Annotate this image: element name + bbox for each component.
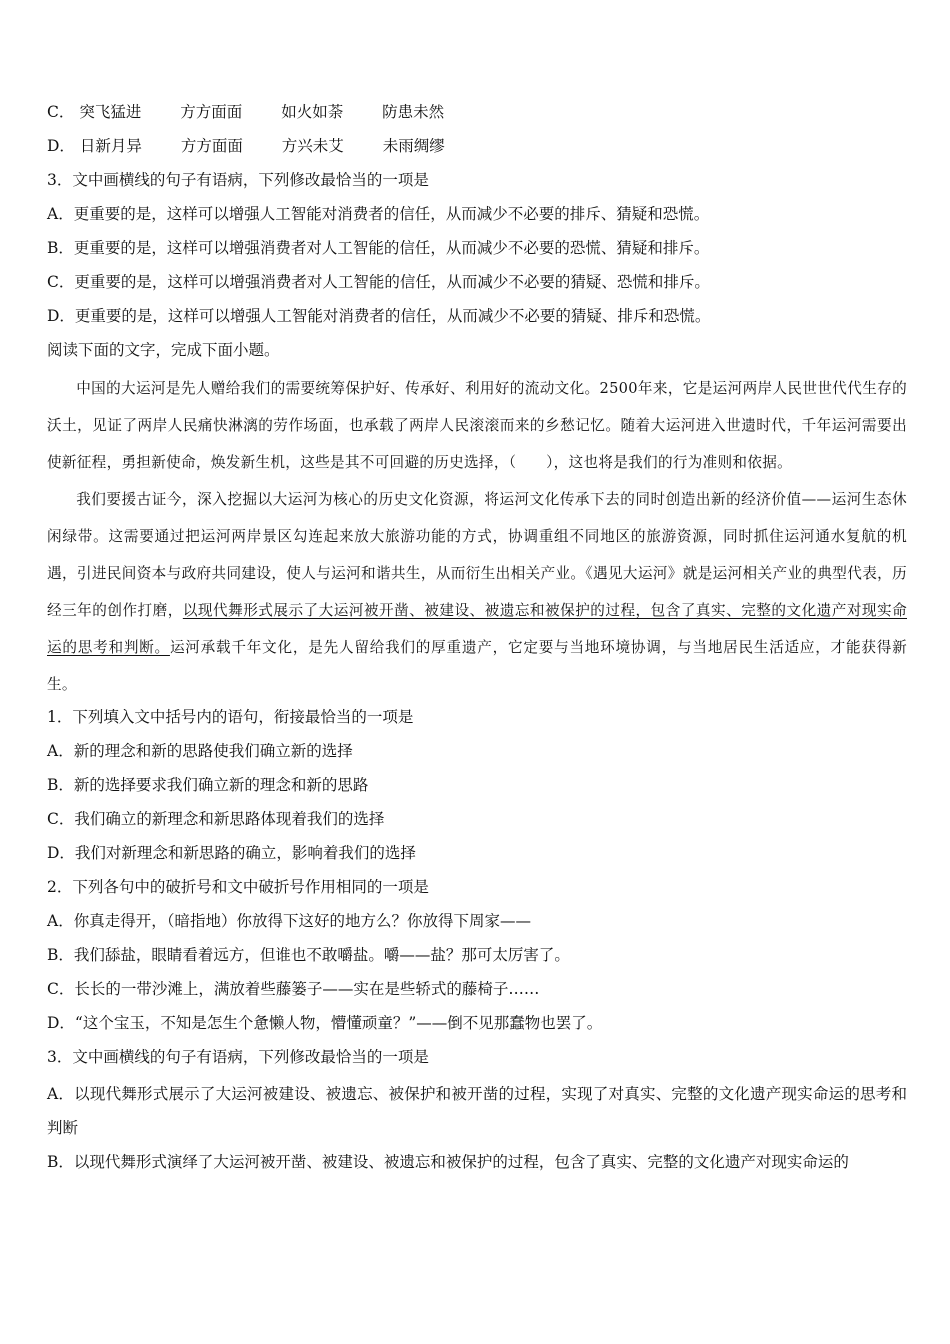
prev-q2-option-c (47, 98, 907, 132)
prev-q2-option-d (47, 132, 907, 166)
prev-q3-option-a: A．更重要的是，这样可以增强人工智能对消费者的信任，从而减少不必要的排斥、猜疑和恐慌。 (47, 205, 710, 223)
q2-stem: 2．下列各句中的破折号和文中破折号作用相同的一项是 (47, 878, 429, 896)
prev-q3-option-d: D．更重要的是，这样可以增强人工智能对消费者的信任，从而减少不必要的猜疑、排斥和恐慌。 (47, 307, 711, 325)
q1-option-a: A．新的理念和新的思路使我们确立新的选择 (47, 742, 353, 760)
q1-option-b: B．新的选择要求我们确立新的理念和新的思路 (47, 776, 369, 794)
passage-paragraph-1: 中国的大运河是先人赠给我们的需要统筹保护好、传承好、利用好的流动文化。2500年来，它是运河两岸人民世世代代生存的沃土，见证了两岸人民痛快淋漓的劳作场面，也承载了两岸人民滚滚而来的乡愁记忆。随着大运河进入世遗时代，千年运河需要出使新征程，勇担新使命，焕发新生机，这些是其不可回避的历史选择，（ ），这也将是我们的行为准则和依据。 (47, 380, 907, 471)
passage-text: 我们要援古证今，深入挖掘以大运河为核心的历史文化资源，将运河文化传承下去的同时创造出新的经济价值——运河生态休闲绿带。这需要通过把运河两岸景区勾连起来放大旅游功能的方式，协调重组不同地区的旅游资源，同时抓住运河通水复航的机遇，引进民间资本与政府共同建设，使人与运河和谐共生，从而衍生出相关产业。《遇见大运河》就是运河相关产业的典型代表，历经三年的创作打磨， (47, 491, 907, 619)
option-label: C． (47, 103, 75, 121)
option-word: 防患未然 (382, 103, 445, 121)
q2-option-a: A．你真走得开，（暗指地）你放得下这好的地方么？你放得下周家—— (47, 912, 531, 930)
q1-stem: 1．下列填入文中括号内的语句，衔接最恰当的一项是 (47, 708, 414, 726)
option-word: 方兴未艾 (281, 137, 344, 155)
option-label: D． (47, 137, 75, 155)
option-word: 未雨绸缪 (382, 137, 445, 155)
option-word: 日新月异 (79, 137, 142, 155)
prev-q3-option-c: C．更重要的是，这样可以增强消费者对人工智能的信任，从而减少不必要的猜疑、恐慌和排斥。 (47, 273, 710, 291)
option-word: 方方面面 (180, 137, 243, 155)
reading-instruction: 阅读下面的文字，完成下面小题。 (47, 341, 280, 359)
q3-stem: 3．文中画横线的句子有语病，下列修改最恰当的一项是 (47, 1048, 429, 1066)
option-word: 突飞猛进 (79, 103, 142, 121)
q2-option-b: B．我们舔盐，眼睛看着远方，但谁也不敢嚼盐。嚼——盐？那可太厉害了。 (47, 946, 570, 964)
passage-paragraph-2 (47, 481, 907, 703)
document-page (47, 98, 907, 1179)
option-word: 方方面面 (180, 103, 243, 121)
prev-q3-stem: 3．文中画横线的句子有语病，下列修改最恰当的一项是 (47, 171, 429, 189)
underlined-sentence: 以现代舞形式展示了大运河被开凿、被建设、被遗忘和被保护的过程，包含了真实、完整的文化遗产对现实命运的思考和判断。 (47, 602, 908, 656)
q2-option-d: D．“这个宝玉，不知是怎生个惫懒人物，懵懂顽童？”——倒不见那蠢物也罢了。 (47, 1014, 603, 1032)
q1-option-d: D．我们对新理念和新思路的确立，影响着我们的选择 (47, 844, 416, 862)
q1-option-c: C．我们确立的新理念和新思路体现着我们的选择 (47, 810, 385, 828)
option-word: 如火如荼 (281, 103, 344, 121)
q3-option-a: A．以现代舞形式展示了大运河被建设、被遗忘、被保护和被开凿的过程，实现了对真实、完整的文化遗产现实命运的思考和判断 (47, 1085, 907, 1137)
passage-text: 运河承载千年文化，是先人留给我们的厚重遗产，它定要与当地环境协调，与当地居民生活适应，才能获得新生。 (47, 639, 908, 693)
prev-q3-option-b: B．更重要的是，这样可以增强消费者对人工智能的信任，从而减少不必要的恐慌、猜疑和排斥。 (47, 239, 710, 257)
q3-option-b: B．以现代舞形式演绎了大运河被开凿、被建设、被遗忘和被保护的过程，包含了真实、完整的文化遗产对现实命运的 (47, 1153, 849, 1171)
q2-option-c: C．长长的一带沙滩上，满放着些藤篓子——实在是些轿式的藤椅子…… (47, 980, 540, 998)
